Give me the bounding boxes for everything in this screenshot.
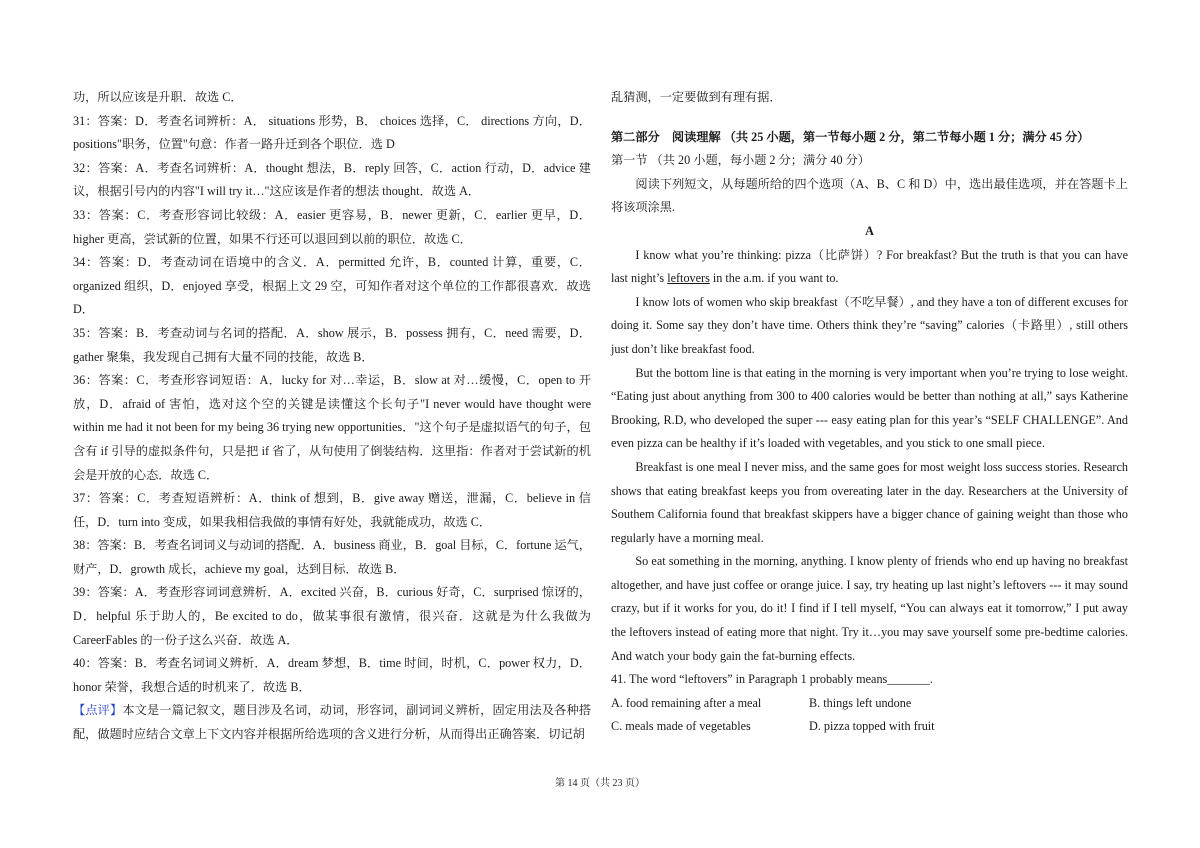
answer-line: 功，所以应该是升职．故选 C．: [73, 90, 243, 104]
comment-label: 【点评】: [73, 703, 123, 718]
option-d: D. pizza topped with fruit: [809, 719, 935, 734]
answer-31: 31：答案：D．考查名词辨析：A． situations 形势，B． choices 选择，C． directions 方向，D．positions"职务，位置"句意：作者一路升迁到各个职位．选 D: [73, 113, 591, 152]
passage-paragraph-5: So eat something in the morning, anything. I know plenty of friends who end up having no breakfast altogether, and have just coffee or orange juice. I say, try heating up last night’s leftovers --- it may sound crazy, but if it works for you, do it! I find if I tell myself, “You can always eat it tomorrow,” I put away the leftovers instead of eating more that night. Try it…you may save yourself some pre-bedtime calories. And watch your body gain the fat-burning effects.: [611, 554, 1128, 663]
option-a: A. food remaining after a meal: [611, 695, 762, 710]
answer-32: 32：答案：A．考查名词辨析：A．thought 想法，B．reply 回答，C．action 行动，D．advice 建议，根据引号内的内容"I will try it…"这应该是作者的想法 thought．故选 A．: [73, 160, 591, 199]
comment-text: 本文是一篇记叙文，题目涉及名词，动词，形容词，副词词义辨析，固定用法及各种搭配，做题时应结合文章上下文内容并根据所给选项的含义进行分析，从而得出正确答案．切记胡: [73, 703, 592, 742]
passage-paragraph-4: Breakfast is one meal I never miss, and the same goes for most weight loss success stories. Research shows that eating breakfast keeps you from overeating later in the day. Researchers at the University of Southem California found that breakfast skippers have a bigger chance of gaining weight than those who regularly have a morning meal.: [611, 459, 1128, 545]
answer-36: 36：答案：C．考查形容词短语：A．lucky for 对…幸运，B．slow at 对…缓慢，C．open to 开放，D．afraid of 害怕，选对这个空的关键是读懂这个长句子"I never would have thought were within me had it not been for my being 36 trying new opportunities．"这个句子是虚拟语气的句子，包含有 if 引导的虚拟条件句，只是把 if 省了，从句使用了倒装结构．这里指：作者对于尝试新的机会是开放的心态．故选 C．: [73, 373, 591, 482]
answer-37: 37：答案：C．考查短语辨析：A．think of 想到，B．give away 赠送，泄漏，C．believe in 信任，D．turn into 变成，如果我相信我做的事情有好处，我就能成功，故选 C．: [73, 491, 591, 529]
answer-35: 35：答案：B．考查动词与名词的搭配．A．show 展示，B．possess 拥有，C．need 需要，D．gather 聚集，我发现自己拥有大量不同的技能，故选 B．: [73, 325, 591, 364]
comment: [73, 699, 591, 746]
answer-34: 34：答案：D．考查动词在语境中的含义．A．permitted 允许，B．counted 计算，重要，C．organized 组织，D．enjoyed 享受，根据上文 29 空，可知作者对这个单位的工作都很喜欢．故选 D．: [73, 255, 591, 317]
answer-38: 38：答案：B．考查名词词义与动词的搭配．A．business 商业，B．goal 目标，C．fortune 运气，财产，D．growth 成长，achieve my goal，达到目标．故选 B．: [73, 538, 591, 576]
passage-label: A: [865, 223, 874, 238]
option-b: B. things left undone: [809, 695, 912, 710]
part-heading: 第二部分 阅读理解 （共 25 小题，第一节每小题 2 分，第二节每小题 1 分；满分 45 分）: [611, 129, 1090, 144]
answer-33: 33：答案：C．考查形容词比较级：A．easier 更容易，B．newer 更新，C．earlier 更早，D．higher 更高，尝试新的位置，如果不行还可以退回到以前的职位．故选 C．: [73, 207, 591, 246]
answer-40: 40：答案：B．考查名词词义辨析．A．dream 梦想，B．time 时间，时机，C．power 权力，D．honor 荣誉，我想合适的时机来了．故选 B．: [73, 656, 591, 694]
comment-continuation: 乱猜测，一定要做到有理有据．: [611, 90, 782, 104]
options-row-2: [611, 715, 1128, 739]
para1-text: I know what you’re thinking: pizza（比萨饼）? For breakfast? But the truth is that you can have last night’s: [611, 247, 1128, 286]
answer-39: 39：答案：A．考查形容词词意辨析．A．excited 兴奋，B．curious 好奇，C．surprised 惊讶的，D．helpful 乐于助人的，Be excited to do，做某事很有激情，很兴奋．这就是为什么我做为 CareerFables 的一份子这么兴奋．故选 A．: [73, 585, 591, 647]
left-column: [73, 86, 591, 747]
instructions: 阅读下列短文，从每题所给的四个选项（A、B、C 和 D）中，选出最佳选项，并在答题卡上将该项涂黑.: [611, 176, 1128, 215]
passage-paragraph-3: But the bottom line is that eating in the morning is very important when you’re trying to lose weight. “Eating just about anything from 300 to 400 calories would be better than nothing at all,” says Katherine Brooking, R.D, who developed the super --- easy eating plan for this year’s “SELF CHALLENGE”. And even pizza can be healthy if it’s loaded with vegetables, and you stick to one small piece.: [611, 365, 1128, 451]
right-column: [611, 86, 1128, 739]
passage-paragraph-1: [611, 244, 1128, 291]
page-footer: 第 14 页（共 23 页）: [555, 778, 645, 789]
section-line: 第一节 （共 20 小题，每小题 2 分；满分 40 分）: [611, 153, 870, 168]
option-c: C. meals made of vegetables: [611, 719, 751, 734]
options-row-1: [611, 692, 1128, 716]
para1-text-end: in the a.m. if you want to.: [709, 271, 839, 286]
leftovers-word: leftovers: [667, 271, 710, 286]
passage-paragraph-2: I know lots of women who skip breakfast（不吃早餐）, and they have a ton of different excuses for doing it. Some say they don’t have time. Others think they’re “saving” calories（卡路里）, still others just don’t like breakfast food.: [611, 294, 1128, 356]
question-41: 41. The word “leftovers” in Paragraph 1 probably means_______.: [611, 672, 933, 687]
